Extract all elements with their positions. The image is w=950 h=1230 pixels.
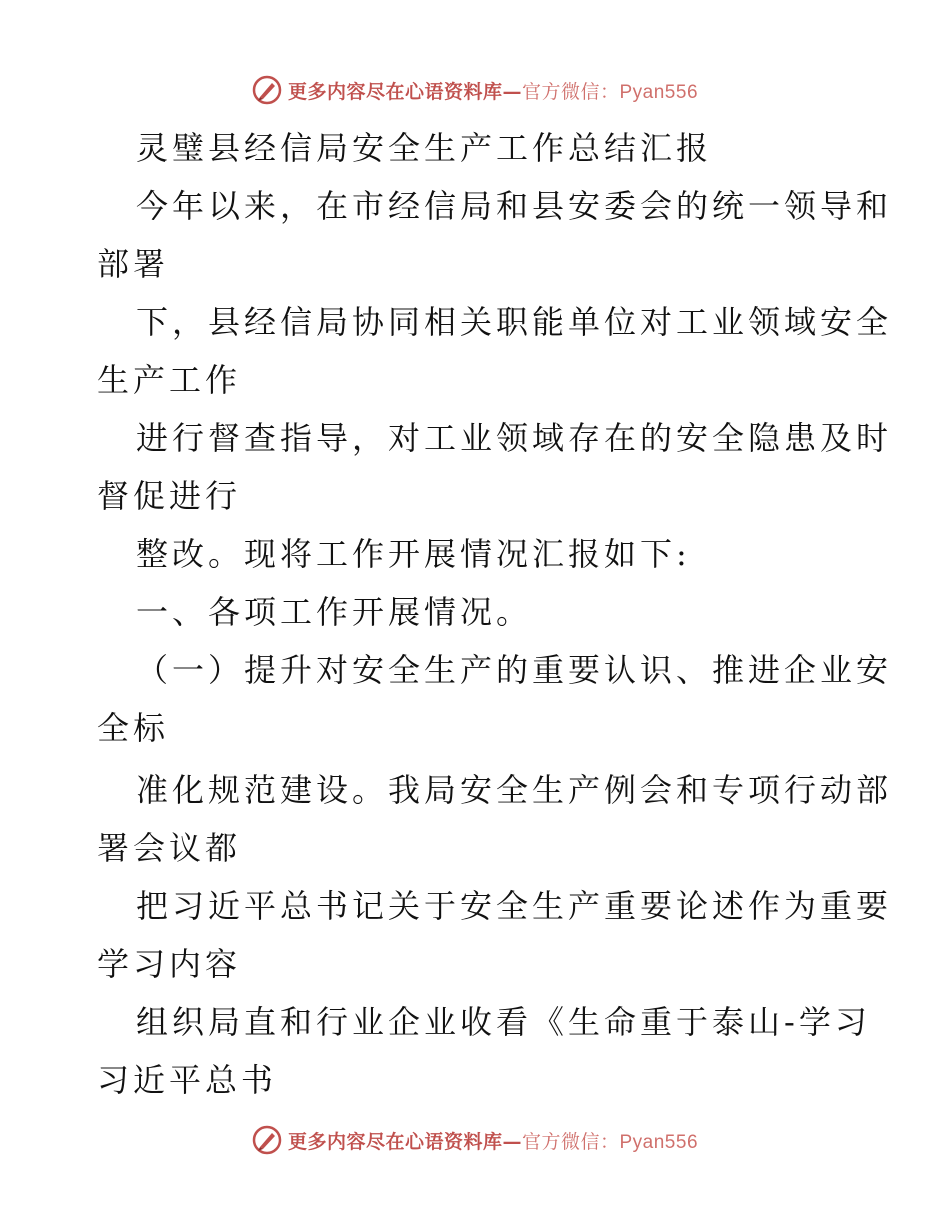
banner-inner (252, 75, 698, 105)
paragraph-line: 把习近平总书记关于安全生产重要论述作为重要 (136, 887, 893, 925)
banner-main-text: 更多内容尽在心语资料库 (287, 80, 503, 103)
quill-pen-logo-icon (252, 1125, 282, 1155)
paragraph-line: 督促进行 (97, 477, 242, 515)
paragraph-line: 准化规范建设。我局安全生产例会和专项行动部 (136, 771, 893, 809)
paragraph-line: 组织局直和行业企业收看《生命重于泰山-学习 (136, 1003, 871, 1041)
banner-inner (252, 1125, 698, 1155)
paragraph-line: 全标 (97, 709, 170, 747)
banner-dash: — (502, 1130, 522, 1153)
banner-text (288, 1127, 698, 1154)
paragraph-line: 署会议都 (97, 829, 242, 867)
footer-banner (0, 1120, 950, 1160)
banner-contact-text: 官方微信：Pyan556 (522, 81, 699, 103)
banner-dash: — (502, 80, 522, 103)
section-heading: 一、各项工作开展情况。 (136, 593, 533, 631)
paragraph-line: 学习内容 (97, 945, 242, 983)
paragraph-line: 部署 (97, 245, 170, 283)
paragraph-line: 生产工作 (97, 361, 242, 399)
header-banner (0, 70, 950, 110)
paragraph-line: 今年以来，在市经信局和县安委会的统一领导和 (136, 187, 893, 225)
quill-pen-logo-icon (252, 75, 282, 105)
paragraph-line: 整改。现将工作开展情况汇报如下: (136, 535, 691, 573)
paragraph-line: 进行督查指导，对工业领域存在的安全隐患及时 (136, 419, 893, 457)
subsection-heading: （一）提升对安全生产的重要认识、推进企业安 (136, 651, 893, 689)
document-title: 灵璧县经信局安全生产工作总结汇报 (136, 129, 713, 167)
banner-text (288, 77, 698, 104)
paragraph-line: 下，县经信局协同相关职能单位对工业领域安全 (136, 303, 893, 341)
banner-contact-text: 官方微信：Pyan556 (522, 1131, 699, 1153)
banner-main-text: 更多内容尽在心语资料库 (287, 1130, 503, 1153)
paragraph-line: 习近平总书 (97, 1061, 278, 1099)
